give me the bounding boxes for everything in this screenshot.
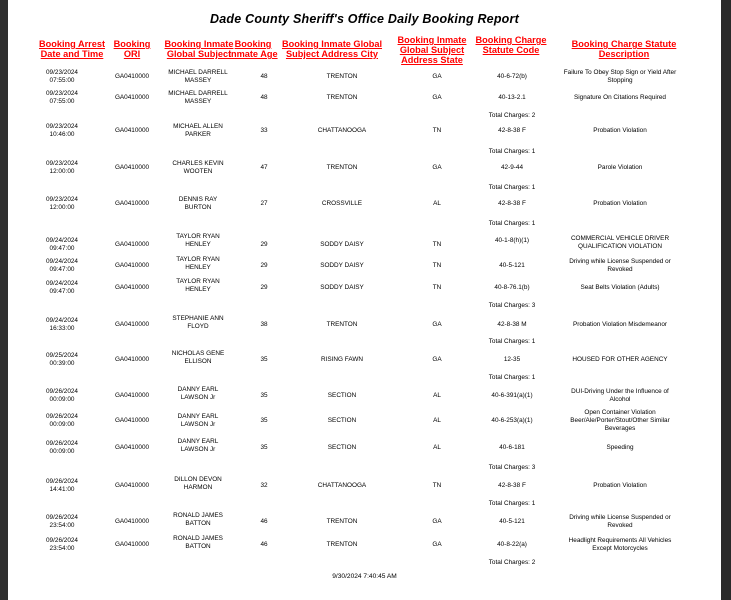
- inmate-name: CHARLES KEVIN WOOTEN: [172, 160, 224, 175]
- statute-code-cell: 40-5-121: [499, 262, 525, 269]
- state-cell: AL: [433, 200, 441, 207]
- total-charges: Total Charges: 1: [488, 374, 536, 381]
- state-cell: TN: [432, 284, 442, 291]
- header-statute-description: Booking Charge Statute Description: [571, 39, 677, 59]
- inmate-name: DANNY EARL LAWSON Jr: [177, 386, 219, 401]
- statute-code-cell: 40-8-76.1(b): [494, 284, 530, 291]
- total-charges: Total Charges: 2: [488, 112, 536, 119]
- arrest-datetime: 09/24/2024 09:47:00: [46, 280, 78, 295]
- ori-cell: GA0410000: [114, 127, 150, 134]
- inmate-name: DANNY EARL LAWSON Jr: [177, 438, 219, 453]
- arrest-datetime: 09/24/2024 09:47:00: [46, 237, 78, 252]
- age-cell: 38: [260, 321, 268, 328]
- state-cell: GA: [432, 94, 442, 101]
- city-cell: SODDY DAISY: [320, 241, 364, 248]
- header-address-city: Booking Inmate Global Subject Address City: [281, 39, 383, 59]
- total-charges: Total Charges: 1: [488, 220, 536, 227]
- arrest-datetime: 09/26/2024 23:54:00: [46, 514, 78, 529]
- age-cell: 29: [260, 284, 268, 291]
- statute-description-cell: Signature On Citations Required: [573, 94, 666, 101]
- statute-description-cell: Open Container Violation Beer/Ale/Porter/Stout/Other Similar Beverages: [570, 409, 670, 432]
- inmate-name: MICHAEL ALLEN PARKER: [173, 123, 223, 138]
- statute-code-cell: 40-6-253(a)(1): [491, 417, 533, 424]
- ori-cell: GA0410000: [114, 200, 150, 207]
- viewer-left-edge: [0, 0, 8, 600]
- statute-description-cell: DUI-Driving Under the Influence of Alcohol: [571, 388, 669, 403]
- city-cell: CHATTANOOGA: [317, 482, 367, 489]
- city-cell: SODDY DAISY: [320, 262, 364, 269]
- state-cell: GA: [432, 356, 442, 363]
- age-cell: 29: [260, 241, 268, 248]
- age-cell: 35: [260, 417, 268, 424]
- ori-cell: GA0410000: [114, 164, 150, 171]
- statute-description-cell: Speeding: [606, 444, 634, 451]
- arrest-datetime: 09/26/2024 14:41:00: [46, 478, 78, 493]
- ori-cell: GA0410000: [114, 321, 150, 328]
- report-page: [8, 0, 721, 600]
- total-charges: Total Charges: 1: [488, 184, 536, 191]
- city-cell: CHATTANOOGA: [317, 127, 367, 134]
- statute-code-cell: 40-6-72(b): [497, 73, 527, 80]
- statute-code-cell: 40-1-8(h)(1): [494, 237, 530, 244]
- statute-description-cell: Probation Violation: [593, 127, 647, 134]
- ori-cell: GA0410000: [114, 444, 150, 451]
- statute-code-cell: 40-5-121: [499, 518, 525, 525]
- statute-description-cell: Probation Violation: [593, 482, 647, 489]
- inmate-name: NICHOLAS GENE ELLISON: [171, 350, 225, 365]
- arrest-datetime: 09/26/2024 00:09:00: [46, 413, 78, 428]
- vertical-scrollbar[interactable]: [721, 0, 731, 600]
- ori-cell: GA0410000: [114, 241, 150, 248]
- arrest-datetime: 09/23/2024 07:55:00: [46, 69, 78, 84]
- statute-code-cell: 40-13-2.1: [498, 94, 526, 101]
- inmate-name: MICHAEL DARRELL MASSEY: [168, 90, 228, 105]
- statute-description-cell: Failure To Obey Stop Sign or Yield After Stopping: [563, 69, 677, 84]
- statute-description-cell: Driving while License Suspended or Revoked: [569, 514, 671, 529]
- statute-description-cell: COMMERCIAL VEHICLE DRIVER QUALIFICATION VIOLATION: [570, 235, 670, 250]
- total-charges: Total Charges: 2: [488, 559, 536, 566]
- city-cell: SECTION: [327, 444, 357, 451]
- report-timestamp: 9/30/2024 7:40:45 AM: [332, 573, 397, 580]
- report-title: Dade County Sheriff's Office Daily Booking Report: [210, 12, 519, 26]
- age-cell: 35: [260, 392, 268, 399]
- statute-description-cell: Probation Violation: [593, 200, 647, 207]
- header-statute-code: Booking Charge Statute Code: [475, 35, 547, 55]
- header-arrest-date: Booking Arrest Date and Time: [38, 39, 106, 59]
- ori-cell: GA0410000: [114, 94, 150, 101]
- inmate-name: STEPHANIE ANN FLOYD: [172, 315, 224, 330]
- state-cell: GA: [432, 541, 442, 548]
- city-cell: RISING FAWN: [320, 356, 363, 363]
- header-inmate-age: Booking Inmate Age: [228, 39, 278, 59]
- total-charges: Total Charges: 3: [488, 302, 536, 309]
- ori-cell: GA0410000: [114, 73, 150, 80]
- statute-code-cell: 42-9-44: [500, 164, 524, 171]
- ori-cell: GA0410000: [114, 482, 150, 489]
- city-cell: TRENTON: [326, 94, 358, 101]
- age-cell: 46: [260, 518, 268, 525]
- city-cell: TRENTON: [326, 541, 358, 548]
- city-cell: TRENTON: [326, 164, 358, 171]
- age-cell: 29: [260, 262, 268, 269]
- age-cell: 32: [260, 482, 268, 489]
- statute-description-cell: HOUSED FOR OTHER AGENCY: [572, 356, 668, 363]
- age-cell: 48: [260, 94, 268, 101]
- state-cell: AL: [433, 417, 441, 424]
- city-cell: SECTION: [327, 392, 357, 399]
- city-cell: SECTION: [327, 417, 357, 424]
- inmate-name: DILLON DEVON HARMON: [174, 476, 222, 491]
- city-cell: TRENTON: [326, 518, 358, 525]
- inmate-name: DENNIS RAY BURTON: [178, 196, 218, 211]
- arrest-datetime: 09/23/2024 10:46:00: [46, 123, 78, 138]
- state-cell: AL: [433, 444, 441, 451]
- age-cell: 33: [260, 127, 268, 134]
- inmate-name: TAYLOR RYAN HENLEY: [176, 233, 220, 248]
- statute-description-cell: Headlight Requirements All Vehicles Except Motorcycles: [568, 537, 672, 552]
- header-address-state: Booking Inmate Global Subject Address State: [397, 35, 467, 65]
- inmate-name: DANNY EARL LAWSON Jr: [177, 413, 219, 428]
- city-cell: SODDY DAISY: [320, 284, 364, 291]
- age-cell: 46: [260, 541, 268, 548]
- statute-code-cell: 42-8-38 F: [498, 482, 526, 489]
- state-cell: GA: [432, 321, 442, 328]
- ori-cell: GA0410000: [114, 518, 150, 525]
- age-cell: 35: [260, 356, 268, 363]
- state-cell: GA: [432, 73, 442, 80]
- age-cell: 27: [260, 200, 268, 207]
- total-charges: Total Charges: 1: [488, 148, 536, 155]
- state-cell: TN: [432, 262, 442, 269]
- ori-cell: GA0410000: [114, 262, 150, 269]
- city-cell: CROSSVILLE: [321, 200, 363, 207]
- header-ori: Booking ORI: [113, 39, 151, 59]
- arrest-datetime: 09/24/2024 16:33:00: [46, 317, 78, 332]
- statute-description-cell: Parole Violation: [597, 164, 643, 171]
- arrest-datetime: 09/25/2024 00:39:00: [46, 352, 78, 367]
- statute-description-cell: Probation Violation Misdemeanor: [572, 321, 668, 328]
- ori-cell: GA0410000: [114, 417, 150, 424]
- statute-code-cell: 42-8-38 F: [498, 200, 526, 207]
- statute-code-cell: 40-6-391(a)(1): [491, 392, 533, 399]
- state-cell: GA: [432, 164, 442, 171]
- arrest-datetime: 09/23/2024 07:55:00: [46, 90, 78, 105]
- statute-code-cell: 42-8-38 M: [497, 321, 527, 328]
- city-cell: TRENTON: [326, 73, 358, 80]
- inmate-name: RONALD JAMES BATTON: [173, 535, 223, 550]
- arrest-datetime: 09/23/2024 12:00:00: [46, 160, 78, 175]
- inmate-name: MICHAEL DARRELL MASSEY: [168, 69, 228, 84]
- inmate-name: RONALD JAMES BATTON: [173, 512, 223, 527]
- state-cell: TN: [432, 482, 442, 489]
- arrest-datetime: 09/26/2024 00:09:00: [46, 388, 78, 403]
- inmate-name: TAYLOR RYAN HENLEY: [176, 278, 220, 293]
- state-cell: AL: [433, 392, 441, 399]
- arrest-datetime: 09/26/2024 00:09:00: [46, 440, 78, 455]
- inmate-name: TAYLOR RYAN HENLEY: [176, 256, 220, 271]
- ori-cell: GA0410000: [114, 541, 150, 548]
- total-charges: Total Charges: 1: [488, 500, 536, 507]
- header-inmate-subject: Booking Inmate Global Subject: [164, 39, 234, 59]
- city-cell: TRENTON: [326, 321, 358, 328]
- total-charges: Total Charges: 1: [488, 338, 536, 345]
- age-cell: 35: [260, 444, 268, 451]
- arrest-datetime: 09/23/2024 12:00:00: [46, 196, 78, 211]
- statute-description-cell: Driving while License Suspended or Revoked: [569, 258, 671, 273]
- statute-code-cell: 40-8-22(a): [497, 541, 527, 548]
- arrest-datetime: 09/24/2024 09:47:00: [46, 258, 78, 273]
- ori-cell: GA0410000: [114, 356, 150, 363]
- state-cell: TN: [432, 127, 442, 134]
- state-cell: GA: [432, 518, 442, 525]
- ori-cell: GA0410000: [114, 392, 150, 399]
- total-charges: Total Charges: 3: [488, 464, 536, 471]
- statute-description-cell: Seat Belts Violation (Adults): [580, 284, 660, 291]
- state-cell: TN: [432, 241, 442, 248]
- age-cell: 47: [260, 164, 268, 171]
- statute-code-cell: 42-8-38 F: [498, 127, 526, 134]
- age-cell: 48: [260, 73, 268, 80]
- statute-code-cell: 12-35: [503, 356, 521, 363]
- statute-code-cell: 40-6-181: [499, 444, 525, 451]
- ori-cell: GA0410000: [114, 284, 150, 291]
- arrest-datetime: 09/26/2024 23:54:00: [46, 537, 78, 552]
